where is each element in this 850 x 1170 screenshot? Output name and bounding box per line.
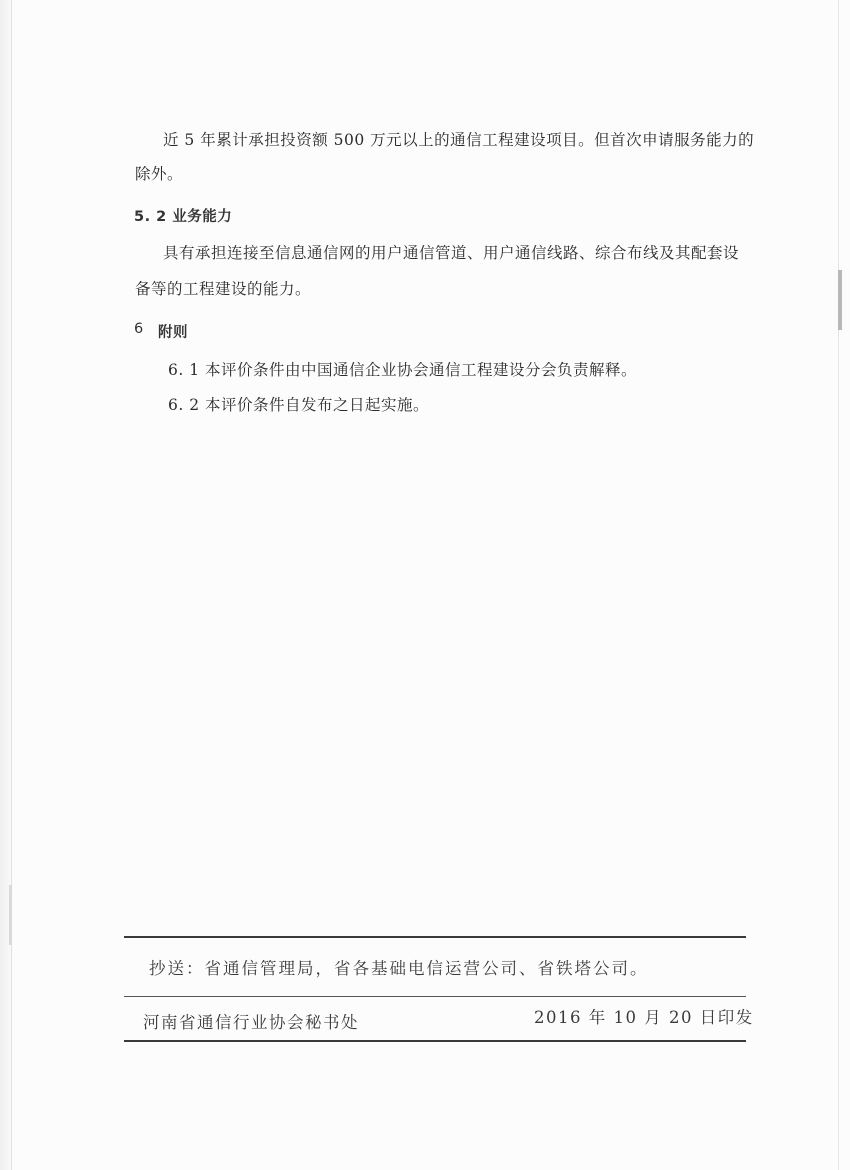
cc-line: 抄送：省通信管理局，省各基础电信运营公司、省铁塔公司。 (149, 959, 649, 978)
clause-6-1: 6. 1 本评价条件由中国通信企业协会通信工程建设分会负责解释。 (168, 361, 638, 379)
footer-middle-rule (124, 996, 746, 997)
scan-right-edge-line (838, 0, 839, 1170)
footer-top-rule (124, 936, 746, 938)
issue-date: 2016 年 10 月 20 日印发 (534, 1008, 754, 1027)
section-heading-6-title: 附则 (158, 325, 188, 341)
section-heading-6-number: 6 (134, 321, 144, 337)
paragraph-5-2-line-1: 具有承担连接至信息通信网的用户通信管道、用户通信线路、综合布线及其配套设 (163, 244, 740, 262)
scan-left-edge-mark (9, 885, 12, 945)
paragraph-5-2-line-2: 备等的工程建设的能力。 (135, 280, 312, 298)
scan-right-edge-mark (838, 270, 842, 330)
footer-bottom-rule (124, 1040, 746, 1042)
section-heading-5-2: 5. 2 业务能力 (134, 209, 233, 225)
issuer-name: 河南省通信行业协会秘书处 (143, 1013, 359, 1032)
paragraph-5-1-line-2: 除外。 (135, 165, 184, 183)
paragraph-5-1-line-1: 近 5 年累计承担投资额 500 万元以上的通信工程建设项目。但首次申请服务能力的 (163, 131, 755, 149)
scan-left-edge-line (11, 0, 12, 1170)
clause-6-2: 6. 2 本评价条件自发布之日起实施。 (168, 396, 430, 414)
